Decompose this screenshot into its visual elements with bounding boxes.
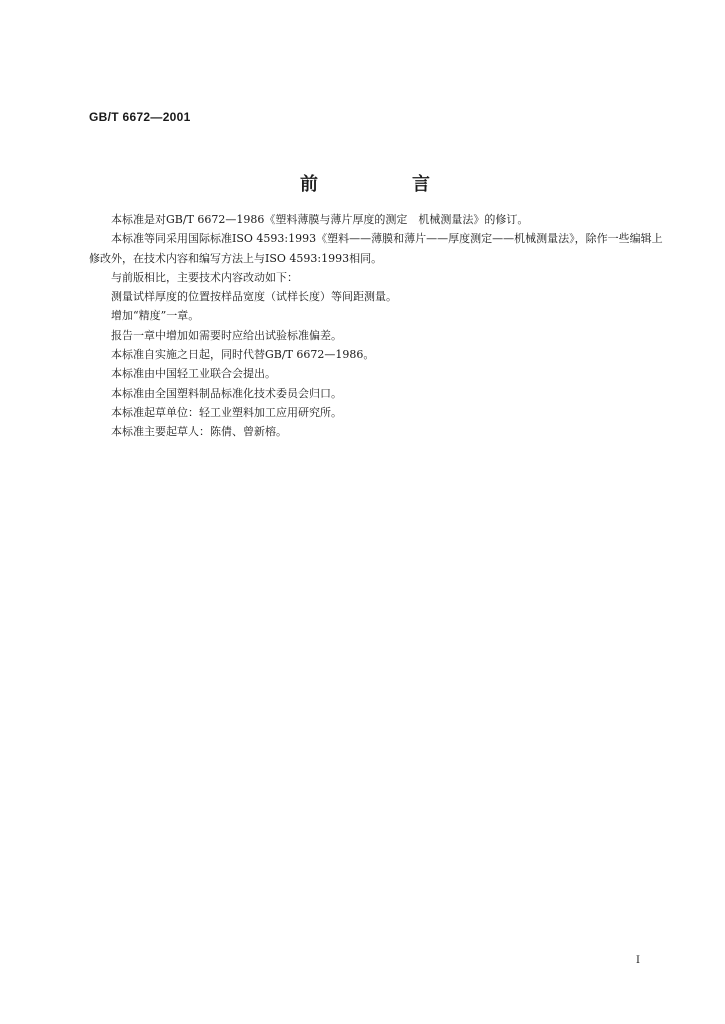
- foreword-body: [89, 210, 669, 442]
- paragraph-change-measurement-position: 测量试样厚度的位置按样品宽度（试样长度）等间距测量。: [111, 290, 397, 304]
- paragraph-proposed-by: 本标准由中国轻工业联合会提出。: [111, 367, 276, 381]
- paragraph-administered-by: 本标准由全国塑料制品标准化技术委员会归口。: [111, 386, 342, 400]
- paragraph-changes-intro: 与前版相比，主要技术内容改动如下：: [111, 270, 298, 284]
- paragraph-replacement: 本标准自实施之日起，同时代替GB/T 6672—1986。: [111, 348, 375, 362]
- paragraph-change-report: 报告一章中增加如需要时应给出试验标准偏差。: [111, 328, 342, 342]
- paragraph-drafters: 本标准主要起草人：陈倩、曾新榕。: [111, 425, 287, 439]
- paragraph-iso-equivalence: 本标准等同采用国际标准ISO 4593:1993《塑料——薄膜和薄片——厚度测定——机械测量法》，除作一些编辑上修改外，在技术内容和编写方法上与ISO 4593:1993相同。: [89, 232, 663, 265]
- title-char-2: 言: [412, 174, 430, 195]
- section-title-foreword: [300, 170, 430, 196]
- paragraph-drafting-unit: 本标准起草单位：轻工业塑料加工应用研究所。: [111, 405, 342, 419]
- page-number: I: [636, 955, 640, 966]
- title-char-1: 前: [300, 174, 318, 195]
- paragraph-change-precision: 增加“精度”一章。: [111, 309, 200, 323]
- standard-code: GB/T 6672—2001: [89, 110, 191, 124]
- paragraph-revision-note: 本标准是对GB/T 6672—1986《塑料薄膜与薄片厚度的测定 机械测量法》的修订。: [111, 213, 529, 226]
